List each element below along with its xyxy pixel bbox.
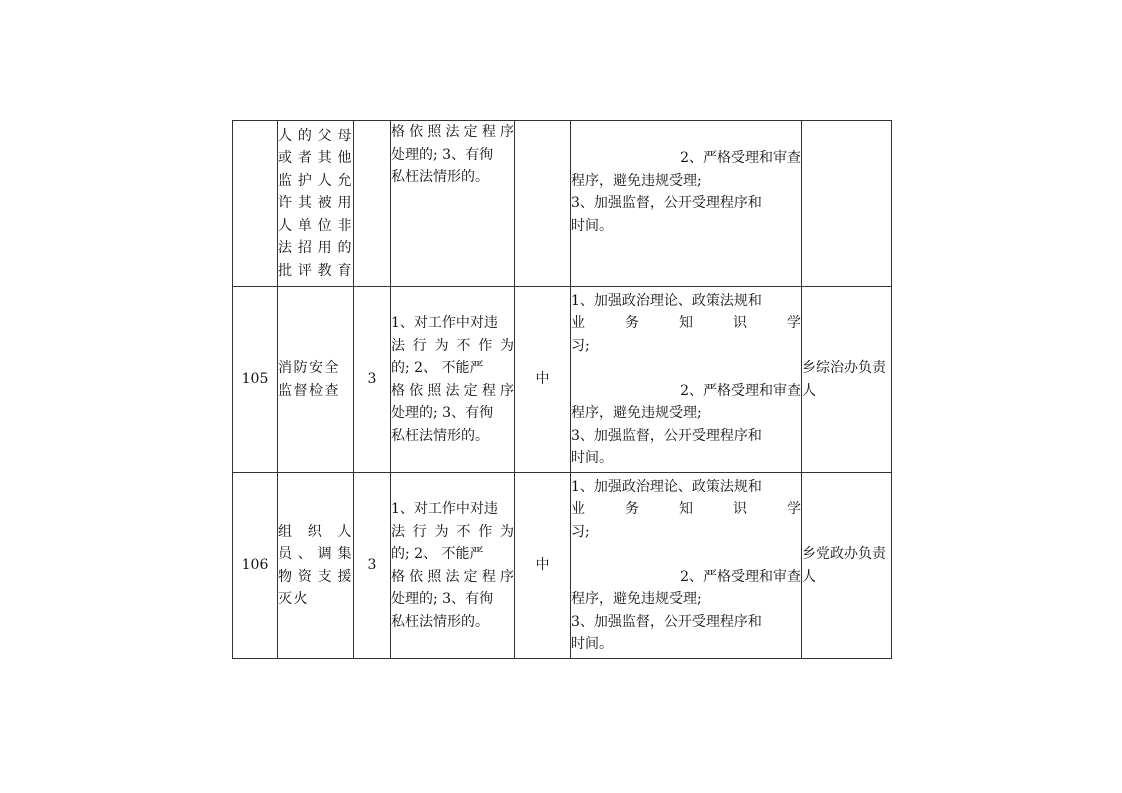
risk-item-cell	[278, 287, 354, 473]
risk-level-cell: 3	[354, 473, 391, 659]
measure-line: 程序，避免违规受理;	[571, 172, 702, 189]
measure-spacer	[571, 357, 801, 380]
row-number-cell: 105	[233, 287, 278, 473]
measure-line: 3、加强监督，公开受理程序和	[571, 195, 762, 211]
risk-item-line: 或者其他	[278, 150, 353, 167]
risk-grade-cell: 中	[515, 473, 571, 659]
responsible-cell	[802, 121, 892, 287]
measure-line: 时间。	[571, 636, 613, 652]
measure-line: 2、严格受理和审查	[680, 568, 801, 585]
measure-line: 3、加强监督，公开受理程序和	[571, 613, 762, 630]
row-number-cell	[233, 121, 278, 287]
measure-line: 时间。	[571, 217, 613, 234]
prevention-measures-cell	[571, 287, 802, 473]
risk-description-line: 私枉法情形的。	[391, 169, 489, 185]
risk-item-line: 监护人允	[278, 172, 353, 189]
risk-item-line: 员、调集	[278, 546, 353, 562]
risk-item-line: 组织人	[278, 523, 353, 540]
responsible-cell: 乡党政办负责人	[802, 473, 892, 659]
measure-line: 2、严格受理和审查	[680, 150, 801, 166]
risk-description-line: 1、对工作中对违	[391, 501, 498, 517]
risk-item-line: 许其被用	[278, 195, 353, 212]
risk-description-cell	[391, 473, 515, 659]
table-row	[233, 121, 892, 287]
risk-grade-cell	[515, 121, 571, 287]
risk-description-line: 私枉法情形的。	[391, 613, 489, 630]
measure-line: 3、加强监督，公开受理程序和	[571, 427, 762, 444]
risk-item-line: 灭火	[278, 591, 309, 607]
risk-item-line: 人的父母	[278, 127, 353, 144]
table-row	[233, 287, 892, 473]
measure-spacer	[571, 543, 801, 566]
risk-grade-cell: 中	[515, 287, 571, 473]
row-number-cell: 106	[233, 473, 278, 659]
table-row	[233, 473, 892, 659]
prevention-measures-cell	[571, 121, 802, 287]
risk-description-line: 格依照法定程序	[391, 568, 514, 585]
risk-description-line: 法行为不作为	[391, 337, 514, 354]
risk-description-line: 私枉法情形的。	[391, 427, 489, 444]
risk-item-cell	[278, 121, 354, 287]
risk-description-line: 格依照法定程序	[391, 124, 514, 140]
measure-line: 1、加强政治理论、政策法规和	[571, 292, 762, 309]
measure-line: 习;	[571, 337, 590, 354]
risk-level-cell: 3	[354, 287, 391, 473]
risk-item-line: 监督检查	[278, 382, 340, 399]
risk-description-line: 处理的; 3、有徇	[391, 405, 494, 421]
risk-description-line: 处理的; 3、有徇	[391, 146, 494, 163]
risk-description-line: 法行为不作为	[391, 523, 514, 540]
risk-description-line: 的; 2、 不能严	[391, 546, 484, 562]
measure-line: 习;	[571, 523, 590, 540]
risk-item-line: 法招用的	[278, 240, 353, 257]
risk-description-line: 的; 2、 不能严	[391, 360, 484, 376]
risk-item-line: 消防安全	[278, 360, 340, 376]
measure-line: 时间。	[571, 450, 613, 466]
measure-line: 程序，避免违规受理;	[571, 591, 702, 607]
risk-table	[232, 120, 892, 659]
measure-line: 程序，避免违规受理;	[571, 405, 702, 421]
risk-description-line: 格依照法定程序	[391, 382, 514, 399]
measure-line: 2、严格受理和审查	[680, 382, 801, 399]
risk-item-line: 物资支援	[278, 568, 353, 585]
responsible-cell: 乡综治办负责人	[802, 287, 892, 473]
risk-description-cell	[391, 121, 515, 287]
risk-level-cell	[354, 121, 391, 287]
prevention-measures-cell	[571, 473, 802, 659]
risk-item-cell	[278, 473, 354, 659]
measure-line: 业务知识学	[571, 315, 801, 331]
risk-description-cell	[391, 287, 515, 473]
measure-line: 业务知识学	[571, 501, 801, 517]
measure-line: 1、加强政治理论、政策法规和	[571, 478, 762, 495]
risk-description-line: 1、对工作中对违	[391, 315, 498, 331]
risk-item-line: 批评教育	[278, 262, 353, 279]
risk-description-line: 处理的; 3、有徇	[391, 591, 494, 607]
risk-item-line: 人单位非	[278, 217, 353, 234]
